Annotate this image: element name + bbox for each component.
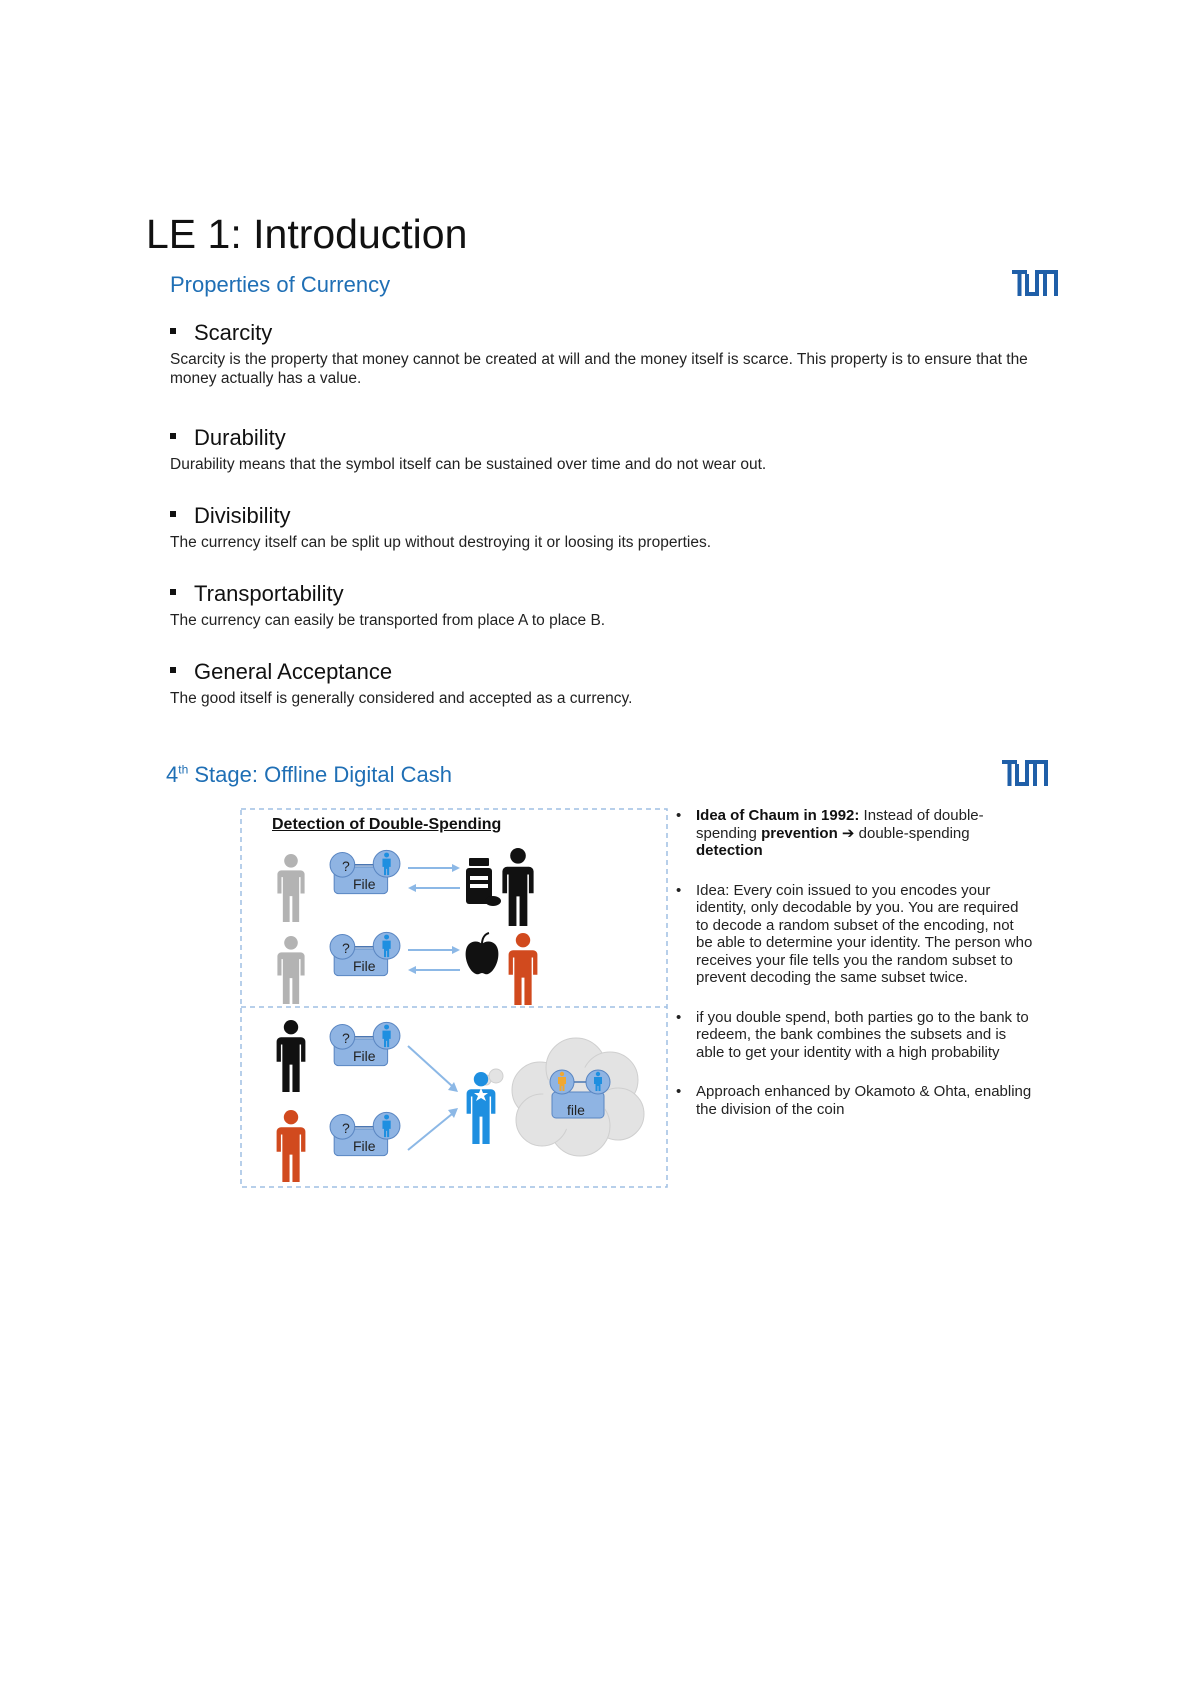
property-scarcity bbox=[170, 320, 1040, 388]
property-description: The currency can easily be transported from place A to place B. bbox=[170, 612, 606, 629]
orange-person-icon bbox=[277, 1110, 306, 1182]
question-mark: ? bbox=[342, 940, 350, 956]
file-label: File bbox=[353, 958, 376, 974]
arrow-to-bank-icon bbox=[408, 1046, 452, 1086]
property-transportability bbox=[170, 581, 1040, 630]
gray-person-icon bbox=[277, 936, 304, 1004]
gray-person-icon bbox=[277, 854, 304, 922]
note-text: Instead of double-spending bbox=[696, 807, 984, 842]
notes-list bbox=[674, 807, 1034, 1118]
tum-logo-icon bbox=[1012, 270, 1058, 296]
medicine-bottle-icon bbox=[466, 858, 501, 906]
property-description: Scarcity is the property that money cannot be created at will and the money itself is scarce. This property is to ensure that the money actually has a value. bbox=[170, 351, 1028, 387]
note-bold: detection bbox=[696, 842, 763, 859]
property-title: General Acceptance bbox=[194, 659, 393, 684]
black-person-icon bbox=[502, 848, 533, 926]
bullet-icon bbox=[170, 328, 176, 334]
arrowhead-icon bbox=[452, 864, 460, 872]
bullet-icon bbox=[170, 433, 176, 439]
file-label: File bbox=[353, 1048, 376, 1064]
note-double-spend bbox=[674, 1009, 1034, 1062]
bullet-icon: • bbox=[676, 881, 682, 899]
property-title: Divisibility bbox=[194, 503, 291, 528]
note-bold: prevention bbox=[761, 824, 838, 842]
apple-icon bbox=[466, 933, 499, 974]
file-label: File bbox=[353, 876, 376, 892]
property-title: Transportability bbox=[194, 581, 344, 606]
diagram-title: Detection of Double-Spending bbox=[272, 816, 502, 833]
cloud-file-label: file bbox=[567, 1102, 585, 1118]
heading-superscript: th bbox=[178, 762, 189, 777]
property-description: The good itself is generally considered and accepted as a currency. bbox=[170, 690, 633, 707]
property-general-acceptance bbox=[170, 659, 1040, 708]
bullet-icon: • bbox=[676, 807, 682, 824]
note-text: Idea: Every coin issued to you encodes your identity, only decodable by you. You are required to decode a random subset of the encoding, not be able to determine your identity. The person who receives your file tells you the random subset to prevent decoding the same subset twice. bbox=[696, 881, 1033, 986]
bullet-icon bbox=[170, 589, 176, 595]
property-title: Durability bbox=[194, 425, 286, 450]
arrow-to-bank-icon bbox=[408, 1114, 452, 1150]
file-label: File bbox=[353, 1138, 376, 1154]
arrowhead-icon bbox=[408, 884, 416, 892]
question-mark: ? bbox=[342, 858, 350, 874]
note-okamoto bbox=[674, 1083, 1034, 1118]
tum-logo-icon bbox=[1002, 760, 1048, 786]
arrow-icon: ➔ bbox=[837, 824, 859, 842]
section-heading-properties: Properties of Currency bbox=[170, 272, 391, 297]
heading-number: 4 bbox=[166, 762, 179, 787]
diagram-canvas bbox=[240, 808, 670, 1190]
note-text: Approach enhanced by Okamoto & Ohta, enabling the division of the coin bbox=[696, 1083, 1032, 1118]
property-description: Durability means that the symbol itself can be sustained over time and do not wear out. bbox=[170, 456, 767, 473]
arrowhead-icon bbox=[408, 966, 416, 974]
arrowhead-icon bbox=[452, 946, 460, 954]
page-title: LE 1: Introduction bbox=[146, 211, 468, 258]
bullet-icon bbox=[170, 667, 176, 673]
bullet-icon: • bbox=[676, 1008, 682, 1026]
section-heading-offline-cash bbox=[166, 762, 452, 788]
bank-person-icon bbox=[467, 1072, 496, 1144]
property-divisibility bbox=[170, 503, 1040, 552]
note-chaum bbox=[674, 807, 1034, 860]
property-description: The currency itself can be split up without destroying it or loosing its properties. bbox=[170, 534, 712, 551]
bullet-icon bbox=[170, 511, 176, 517]
heading-text: Stage: Offline Digital Cash bbox=[188, 762, 452, 787]
property-durability bbox=[170, 425, 1040, 474]
black-person-icon bbox=[277, 1020, 306, 1092]
note-text: if you double spend, both parties go to the bank to redeem, the bank combines the subsets and is able to get your identity with a high probability bbox=[696, 1008, 1029, 1061]
orange-person-icon bbox=[509, 933, 538, 1005]
double-spending-diagram bbox=[240, 808, 670, 1190]
note-idea bbox=[674, 882, 1034, 987]
property-title: Scarcity bbox=[194, 320, 273, 345]
note-text: double-spending bbox=[858, 824, 970, 842]
note-bold: Idea of Chaum in 1992: bbox=[696, 807, 860, 824]
question-mark: ? bbox=[342, 1120, 350, 1136]
bullet-icon: • bbox=[676, 1083, 682, 1100]
question-mark: ? bbox=[342, 1030, 350, 1046]
